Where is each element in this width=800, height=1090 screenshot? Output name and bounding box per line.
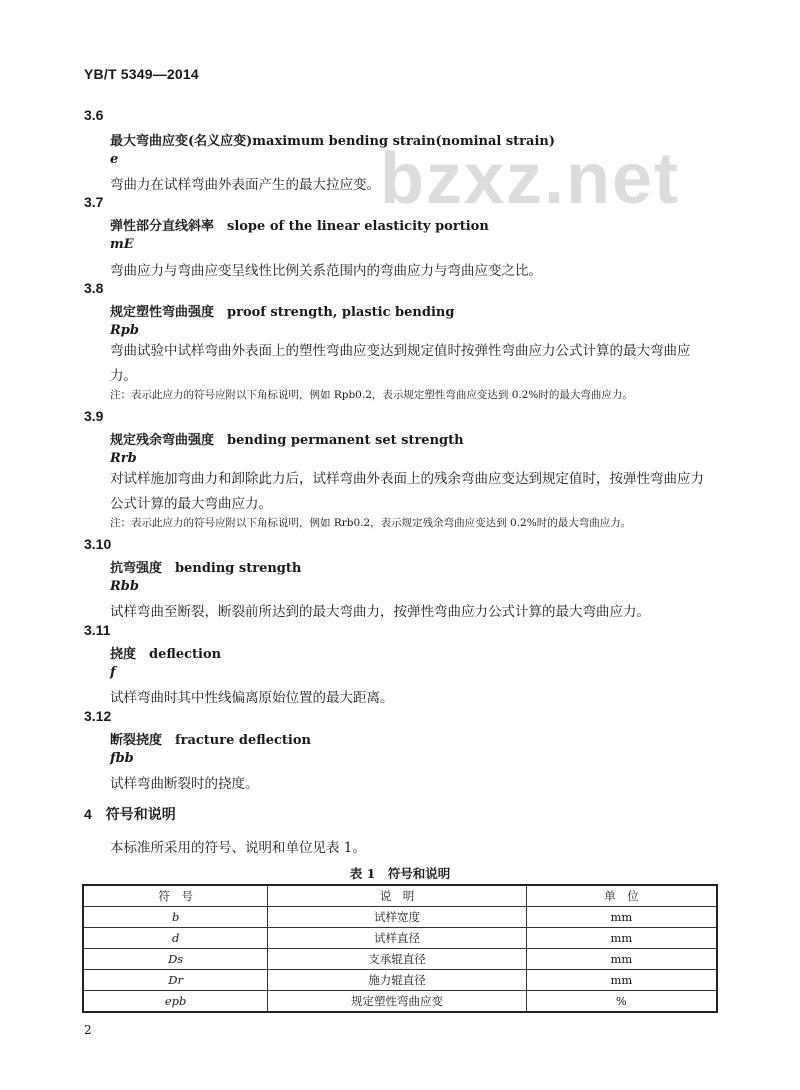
cell-description: 支承辊直径 <box>268 949 526 970</box>
symbols-table <box>82 884 718 1013</box>
section-number: 3.12 <box>84 708 112 724</box>
term-note: 注：表示此应力的符号应附以下角标说明，例如 Rrb0.2，表示规定残余弯曲应变达到 0.2%时的最大弯曲应力。 <box>110 517 632 529</box>
term-definition: 弯曲应力与弯曲应变呈线性比例关系范围内的弯曲应力与弯曲应变之比。 <box>110 263 542 279</box>
cell-symbol: d <box>83 928 268 949</box>
header-symbol: 符 号 <box>83 885 268 907</box>
term-definition: 试样弯曲断裂时的挠度。 <box>110 776 259 792</box>
section-4-text: 本标准所采用的符号、说明和单位见表 1。 <box>110 840 366 856</box>
table-row <box>83 949 717 970</box>
table-header-row <box>83 885 717 907</box>
section-number: 3.7 <box>84 194 104 210</box>
term-heading: 抗弯强度 bending strength <box>110 561 302 576</box>
term-symbol: mE <box>110 237 134 252</box>
page-number: 2 <box>84 1023 92 1037</box>
term-definition: 对试样施加弯曲力和卸除此力后，试样弯曲外表面上的残余弯曲应变达到规定值时，按弹性弯曲应力公式计算的最大弯曲应力。 <box>110 471 704 512</box>
term-heading: 挠度 deflection <box>110 647 222 662</box>
cell-description: 试样宽度 <box>268 907 526 928</box>
table-row <box>83 991 717 1013</box>
term-definition: 试样弯曲至断裂，断裂前所达到的最大弯曲力，按弹性弯曲应力公式计算的最大弯曲应力。 <box>110 604 650 620</box>
term-definition: 弯曲试验中试样弯曲外表面上的塑性弯曲应变达到规定值时按弹性弯曲应力公式计算的最大弯曲应力。 <box>110 343 691 384</box>
term-definition: 弯曲力在试样弯曲外表面产生的最大拉应变。 <box>110 177 380 193</box>
cell-unit: mm <box>526 928 717 949</box>
cell-symbol: epb <box>83 991 268 1013</box>
table-row <box>83 928 717 949</box>
standard-code: YB/T 5349—2014 <box>84 66 199 82</box>
section-number: 3.8 <box>84 280 104 296</box>
header-description: 说 明 <box>268 885 526 907</box>
section-number: 3.10 <box>84 536 112 552</box>
term-symbol: fbb <box>110 751 134 766</box>
table-row <box>83 907 717 928</box>
cell-symbol: Dr <box>83 970 268 991</box>
term-heading: 规定残余弯曲强度 bending permanent set strength <box>110 433 464 448</box>
cell-symbol: b <box>83 907 268 928</box>
term-definition: 试样弯曲时其中性线偏离原始位置的最大距离。 <box>110 690 394 706</box>
term-symbol: f <box>110 665 116 680</box>
term-heading: 最大弯曲应变(名义应变)maximum bending strain(nominal strain) <box>110 134 555 149</box>
term-symbol: Rbb <box>110 579 139 594</box>
cell-description: 规定塑性弯曲应变 <box>268 991 526 1013</box>
cell-description: 施力辊直径 <box>268 970 526 991</box>
cell-unit: mm <box>526 907 717 928</box>
term-heading: 断裂挠度 fracture deflection <box>110 733 311 748</box>
term-symbol: Rrb <box>110 451 137 466</box>
term-heading: 弹性部分直线斜率 slope of the linear elasticity portion <box>110 219 489 234</box>
table-row <box>83 970 717 991</box>
section-number: 3.9 <box>84 408 104 424</box>
header-unit: 单 位 <box>526 885 717 907</box>
table-caption: 表 1 符号和说明 <box>349 866 451 881</box>
term-symbol: e <box>110 152 119 167</box>
cell-symbol: Ds <box>83 949 268 970</box>
term-note: 注：表示此应力的符号应附以下角标说明，例如 Rpb0.2，表示规定塑性弯曲应变达到 0.2%时的最大弯曲应力。 <box>110 389 633 401</box>
section-number: 3.6 <box>84 107 104 123</box>
cell-unit: % <box>526 991 717 1013</box>
watermark-text: bzxz.net <box>380 139 681 219</box>
term-symbol: Rpb <box>110 323 139 338</box>
section-number: 3.11 <box>84 622 111 638</box>
cell-unit: mm <box>526 949 717 970</box>
cell-description: 试样直径 <box>268 928 526 949</box>
term-heading: 规定塑性弯曲强度 proof strength, plastic bending <box>110 305 455 320</box>
cell-unit: mm <box>526 970 717 991</box>
section-4-heading: 4 符号和说明 <box>84 806 176 822</box>
